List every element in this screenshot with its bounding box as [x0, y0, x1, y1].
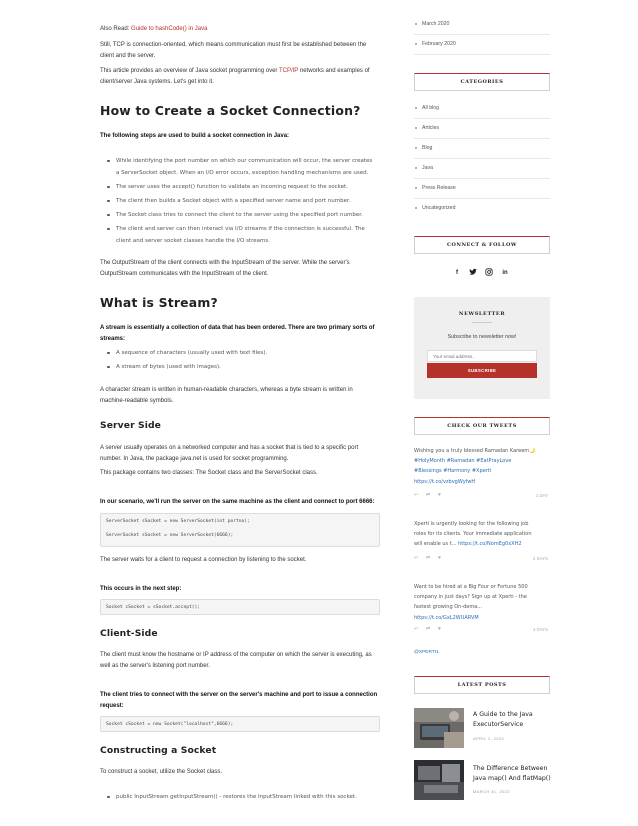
- intro-line: client and the server.: [100, 53, 156, 60]
- also-read-label: Also Read:: [100, 26, 132, 32]
- tweet-age: 3 DAYS: [533, 627, 548, 632]
- list-item: The client and server can then interact via I/O streams if the connection is successful. The client and server socket classes handle the I/O streams.: [116, 223, 384, 247]
- client-lead: The client tries to connect with the server on the server's machine and port to issue a connection request:: [100, 692, 378, 710]
- tcpip-link[interactable]: TCP/IP: [278, 68, 299, 74]
- retweet-icon[interactable]: ⇄: [426, 626, 431, 632]
- overview-line: client/server Java systems. Let's get into it.: [100, 79, 214, 86]
- category-item[interactable]: Blog: [414, 139, 550, 159]
- server-paragraph: A server usually operates on a networked computer and has a socket that is tied to a specific port number. In Java, the package java.net is used for socket programming.: [100, 445, 359, 463]
- heading-client-side: Client-Side: [100, 628, 158, 639]
- tweet-link[interactable]: https://t.co/NomEg0xXH2: [458, 541, 522, 548]
- latest-post-title[interactable]: The Difference Between Java map() And flatMap(): [473, 765, 551, 783]
- list-item: A stream of bytes (used with images).: [116, 361, 384, 373]
- heading-server-side: Server Side: [100, 420, 162, 431]
- tweets-widget-title: CHECK OUR TWEETS: [414, 417, 550, 435]
- list-item: The client then builds a Socket object with a specified server name and port number.: [116, 195, 384, 207]
- latest-posts-widget-title: LATEST POSTS: [414, 676, 550, 694]
- heading-create-socket: How to Create a Socket Connection?: [100, 103, 361, 118]
- twitter-icon[interactable]: [468, 268, 478, 278]
- hashtag-link[interactable]: #Blessings #Harmony #Xperti: [414, 468, 492, 475]
- subscribe-button[interactable]: SUBSCRIBE: [427, 363, 537, 378]
- post-thumbnail[interactable]: [414, 760, 464, 800]
- category-item[interactable]: Uncategorized: [414, 199, 550, 219]
- overview-text: This article provides an overview of Java socket programming over: [100, 68, 279, 74]
- tweet-age: 2 DAYS: [533, 556, 548, 561]
- steps-lead: The following steps are used to build a socket connection in Java:: [100, 133, 290, 139]
- list-item: While identifying the port number on which our communication will occur, the server creates a ServerSocket object. When an I/O error occurs, exception handling mechanisms are used.: [116, 155, 384, 179]
- newsletter-title: NEWSLETTER: [458, 311, 506, 317]
- list-item: The Socket class tries to connect the client to the server using the specified port number.: [116, 209, 384, 221]
- retweet-icon[interactable]: ⇄: [426, 555, 431, 561]
- hashtag-link[interactable]: #HolyMonth #Ramadan #EatPrayLove: [414, 458, 512, 465]
- stream-lead: A stream is essentially a collection of data that has been ordered. There are two primary sorts of streams:: [100, 325, 375, 343]
- overview-paragraph: [100, 66, 380, 89]
- tweet-link[interactable]: https://t.co/vzbvgWyfwH: [414, 478, 476, 485]
- tweet-link[interactable]: https://t.co/GxL2WUARVM: [414, 614, 479, 621]
- retweet-icon[interactable]: ⇄: [426, 492, 431, 498]
- archive-item[interactable]: March 2020: [414, 15, 550, 35]
- code-block-accept: Socket cSocket = sSocket.accept();: [100, 599, 380, 615]
- reply-icon[interactable]: ↩: [414, 626, 419, 632]
- like-icon[interactable]: ♥: [438, 555, 441, 561]
- intro-paragraph: [100, 40, 380, 63]
- output-paragraph: The OutputStream of the client connects with the InputStream of the server. While the server's OutputStream communicates with the InputStream of the client.: [100, 260, 350, 278]
- like-icon[interactable]: ♥: [438, 626, 441, 632]
- also-read-link[interactable]: Guide to hashCode() in Java: [131, 26, 208, 32]
- categories-widget-title: CATEGORIES: [414, 73, 550, 91]
- instagram-icon[interactable]: [484, 268, 494, 278]
- tweet: Wishing you a truly blessed Ramadan Kareem🌙 #HolyMonth #Ramadan #EatPrayLove #Blessings #Harmony #Xperti https://t.co/vzbvgWyfwH: [414, 446, 550, 487]
- client-paragraph: The client must know the hostname or IP address of the computer on which the server is executing, as well as the server's listening port number.: [100, 652, 372, 670]
- intro-line: Still, TCP is connection-oriented, which means communication must first be established between the: [100, 42, 367, 48]
- newsletter-widget: [414, 297, 550, 399]
- connect-widget-title: CONNECT & FOLLOW: [414, 236, 550, 254]
- category-item[interactable]: Press Release: [414, 179, 550, 199]
- overview-text: networks and examples of: [298, 68, 370, 74]
- list-item: public InputStream getInputStream() - restores the InputStream linked with this socket.: [116, 791, 384, 803]
- tweet: Want to be hired at a Big Four or Fortune 500 company in just days? Sign up at Xperti - the fastest growing On-dema... https://t.co/GxL2WUARVM: [414, 582, 550, 623]
- latest-post-date: APRIL 1, 2022: [473, 736, 505, 741]
- post-thumbnail[interactable]: [414, 708, 464, 748]
- linkedin-icon[interactable]: in: [502, 270, 508, 276]
- like-icon[interactable]: ♥: [438, 492, 441, 498]
- also-read: [100, 24, 380, 35]
- twitter-handle[interactable]: @XPERTI1: [414, 650, 439, 655]
- list-item: A sequence of characters (usually used with text files).: [116, 347, 384, 359]
- package-paragraph: This package contains two classes: The Socket class and the ServerSocket class.: [100, 470, 318, 476]
- next-step-lead: This occurs in the next step:: [100, 586, 182, 592]
- category-item[interactable]: Java: [414, 159, 550, 179]
- reply-icon[interactable]: ↩: [414, 492, 419, 498]
- heading-constructing-socket: Constructing a Socket: [100, 745, 217, 756]
- charstream-paragraph: A character stream is written in human-readable characters, whereas a byte stream is written in machine-readable symbols.: [100, 387, 353, 405]
- latest-post-title[interactable]: A Guide to the Java ExecutorService: [473, 711, 533, 729]
- newsletter-divider: [472, 322, 492, 323]
- tweet: Xperti is urgently looking for the following job roles for its clients. Your immediate application will enable us t... https://t.co/NomEg0xXH2: [414, 521, 532, 548]
- code-block-server-socket: ServerSocket sSocket = new ServerSocket(int portno); ServerSocket sSocket = new ServerSocket(6666);: [100, 513, 380, 547]
- category-item[interactable]: All blog: [414, 99, 550, 119]
- waits-paragraph: The server waits for a client to request a connection by listening to the socket.: [100, 557, 307, 563]
- tweet-actions: [414, 626, 548, 634]
- code-block-client-socket: Socket cSocket = new Socket("localhost",6666);: [100, 716, 380, 732]
- heading-what-is-stream: What is Stream?: [100, 295, 218, 310]
- category-item[interactable]: Articles: [414, 119, 550, 139]
- latest-post-date: MARCH 31, 2022: [473, 789, 510, 794]
- tweet-actions: [414, 492, 548, 500]
- newsletter-subtitle: Subscribe to newsletter now!: [447, 334, 517, 340]
- list-item: The server uses the accept() function to validate an incoming request to the socket.: [116, 181, 384, 193]
- scenario-lead: In our scenario, we'll run the server on the same machine as the client and connect to port 6666:: [100, 499, 375, 505]
- tweet-age: 1 DAY: [535, 493, 548, 498]
- newsletter-email-input[interactable]: [427, 350, 537, 362]
- archive-item[interactable]: February 2020: [414, 35, 550, 55]
- construct-paragraph: To construct a socket, utilize the Socket class.: [100, 769, 223, 775]
- reply-icon[interactable]: ↩: [414, 555, 419, 561]
- facebook-icon[interactable]: f: [456, 270, 458, 276]
- tweet-actions: [414, 555, 548, 563]
